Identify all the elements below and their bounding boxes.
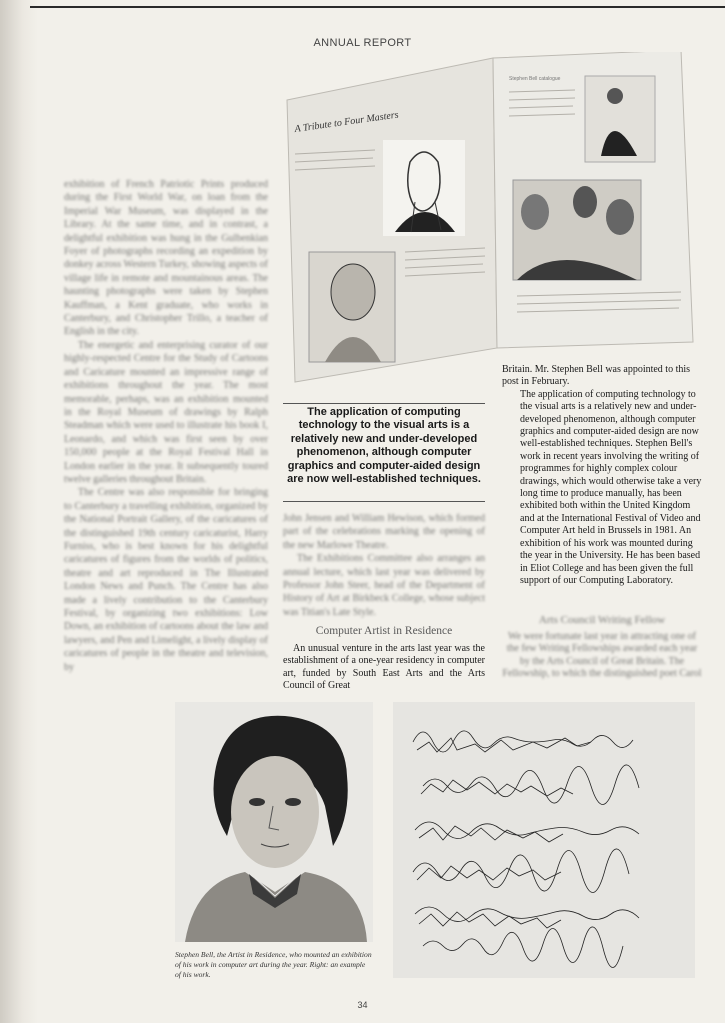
computer-art-example (393, 702, 695, 978)
right-lead: Britain. Mr. Stephen Bell was appointed to this post in February. (502, 364, 691, 388)
spread-side-note: Stephen Bell catalogue (509, 76, 561, 82)
pull-quote: The application of computing technology to the visual arts is a relatively new and under-developed phenomenon, although computer graphics and computer-aided design are now well-established techniques. (287, 406, 481, 486)
spread-heading: A Tribute to Four Masters (293, 109, 400, 135)
right-body-text: The application of computing technology to the visual arts is a relatively new and under-developed phenomenon, although computer graphics and computer-aided design are now well-established techniques. Stephen Bell's work in recent years involving the writing of programmes for highly complex colour drawings, which would otherwise take a very long time to produce manually, has been exhibited both within the United Kingdom and at the International Festival of Video and Computer Art held in Brussels in 1981. An exhibition of his work was mounted during the year in the University. He has been based in Eliot College and has been given the full support of our Computing Laboratory. (520, 388, 702, 586)
binding-shadow (0, 0, 38, 1023)
left-column (64, 178, 268, 674)
artist-portrait-photo (175, 702, 373, 942)
right-column (502, 364, 702, 587)
left-paragraph: The energetic and enterprising curator of our highly-respected Centre for the Study of Cartoons and Caricature mounted an impressive range of exhibitions throughout the year. The most memorable, perhaps, was an exhibition mounted in the Royal Museum of drawings by Ralph Steadman which were used to illustrate his book I, Leonardo, and which was first seen by over 150,000 people at the Royal Festival Hall in London earlier in the year. It subsequently toured twelve galleries throughout Britain. (64, 339, 268, 485)
right-section-heading: Arts Council Writing Fellow (538, 614, 666, 626)
drawing-judge (383, 140, 465, 236)
drawing-woman (309, 252, 395, 362)
drawing-group (513, 180, 641, 280)
middle-paragraph: John Jensen and William Hewison, which formed part of the celebrations marking the opening of the new Marlowe Theatre. (283, 513, 485, 551)
left-paragraph: exhibition of French Patriotic Prints produced during the First World War, on loan from the Imperial War Museum, was displayed in the Library. At the same time, and in contrast, a delightful exhibition was hung in the Gulbenkian Foyer of photographs recording an expedition by donkey across Western Turkey, showing aspects of village life in remote and mountainous areas. The haunting photographs were taken by Stephen Kauffman, a Kent graduate, who works in Canterbury, and Christopher Trillo, a teacher of English in the city. (64, 179, 268, 338)
right-blurred-body: We were fortunate last year in attracting one of the few Writing Fellowships awarded each year by the Arts Council of Great Britain. The Fellowship, to which the distinguished poet Carol (502, 631, 702, 680)
section-heading: Computer Artist in Residence (315, 625, 453, 637)
photo-caption: Stephen Bell, the Artist in Residence, who mounted an exhibition of his work in computer art during the year. Right: an example of his work. (175, 950, 372, 979)
top-rule (30, 6, 725, 8)
catalogue-spread-image (285, 52, 695, 392)
page-header: ANNUAL REPORT (313, 37, 412, 49)
middle-column-blurred (283, 512, 485, 619)
middle-body: An unusual venture in the arts last year was the establishment of a one-year residency in computer art, funded by South East Arts and the Arts Council of Great (283, 643, 485, 692)
drawing-man (585, 76, 655, 162)
page-number: 34 (357, 1000, 368, 1010)
right-body (502, 389, 702, 588)
left-paragraph: The Centre was also responsible for bringing to Canterbury a travelling exhibition, organized by the National Portrait Gallery, of the caricatures of the distinguished 19th century caricaturist, Harry Furniss, who is best known for his delightful caricatures of figures from the worlds of politics, theatre and art reproduced in The Illustrated London News and Punch. The Centre has also made a lively contribution to the Canterbury Festival, by organizing two exhibitions: Low Down, an exhibition of cartoons about the law and lawyers, and Pen and Limelight, a lively display of caricatures of people in the theatre and television, by (64, 487, 268, 673)
middle-paragraph: The Exhibitions Committee also arranges an annual lecture, which last year was delivered by Professor John Steer, head of the Department of History of Art at Birkbeck College, whose subject was Titian's Late Style. (283, 553, 485, 618)
pullquote-rule (283, 501, 485, 502)
